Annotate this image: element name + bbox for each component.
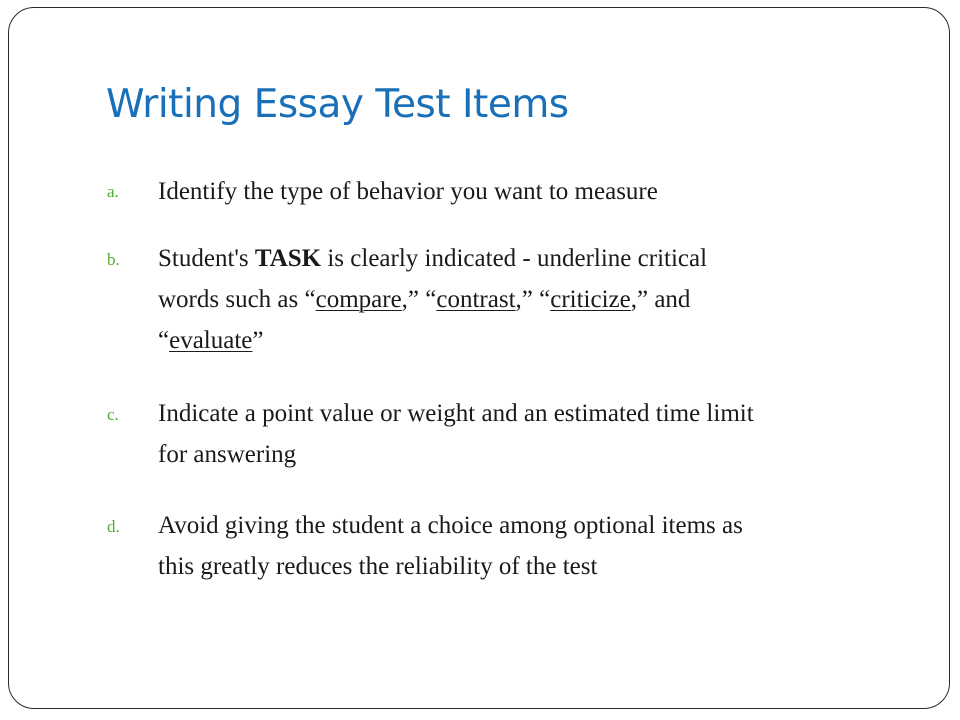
item-line	[158, 320, 918, 361]
underlined-word-compare: compare	[315, 286, 402, 313]
underlined-word-contrast: contrast	[436, 286, 516, 313]
item-text-segment: ”	[252, 327, 264, 354]
item-line: Identify the type of behavior you want to measure	[158, 178, 658, 205]
item-marker: b.	[107, 250, 120, 269]
item-line: Avoid giving the student a choice among optional items as	[158, 512, 743, 539]
item-text-segment: “	[158, 327, 170, 354]
underlined-word-evaluate: evaluate	[169, 327, 253, 354]
item-line: Indicate a point value or weight and an estimated time limit	[158, 400, 754, 427]
item-line: for answering	[158, 441, 297, 468]
slide-title: Writing Essay Test Items	[106, 82, 569, 127]
item-line	[158, 238, 918, 279]
item-text-segment: ,” “	[401, 286, 437, 313]
item-text	[158, 238, 918, 361]
item-line: this greatly reduces the reliability of the test	[158, 553, 598, 580]
task-emphasis: TASK	[254, 245, 322, 272]
item-text-segment: Student's	[158, 245, 255, 272]
item-text	[158, 393, 918, 475]
item-text-segment: ,” and	[630, 286, 691, 313]
item-text	[158, 505, 918, 587]
item-marker: c.	[107, 405, 119, 424]
item-text-segment: words such as “	[158, 286, 316, 313]
item-text	[158, 171, 918, 212]
item-text-segment: is clearly indicated - underline critical	[321, 245, 708, 272]
item-line	[158, 279, 918, 320]
item-marker: d.	[107, 517, 120, 536]
underlined-word-criticize: criticize	[550, 286, 631, 313]
item-marker: a.	[107, 182, 119, 201]
item-text-segment: ,” “	[515, 286, 551, 313]
